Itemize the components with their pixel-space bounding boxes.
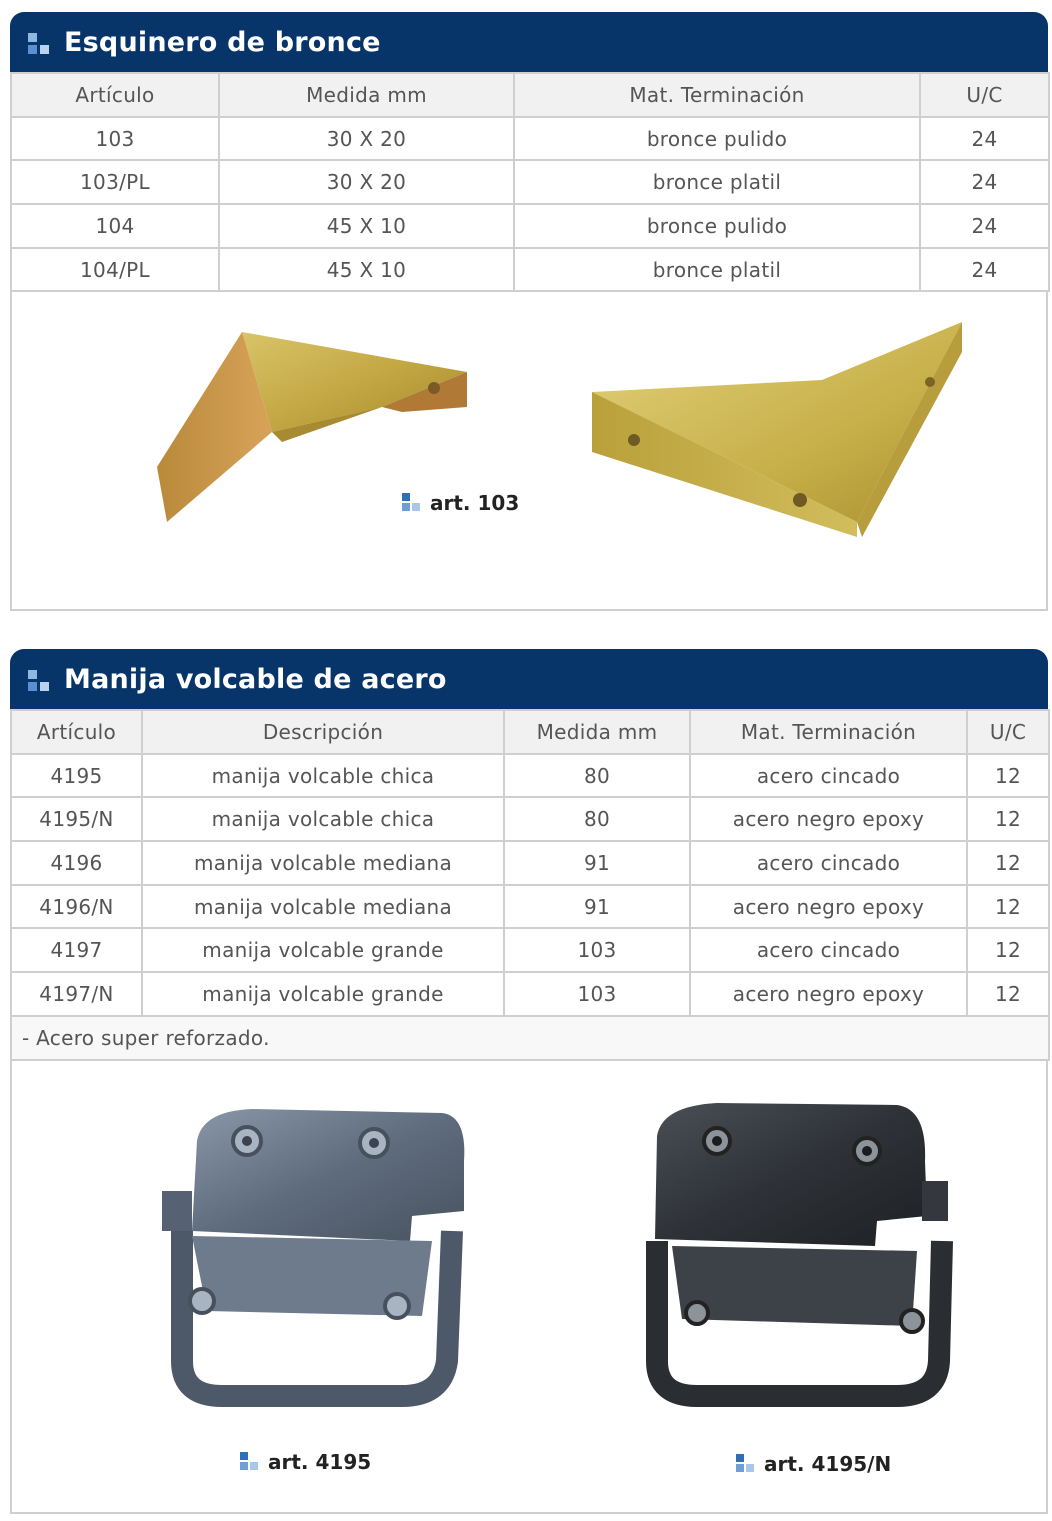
product-image-panel bbox=[10, 1061, 1048, 1514]
cell-uc: 12 bbox=[967, 972, 1049, 1016]
column-header: U/C bbox=[967, 710, 1049, 754]
blocks-icon bbox=[28, 33, 52, 57]
brass-corner-image-large bbox=[582, 322, 982, 572]
section-esquinero bbox=[10, 12, 1048, 611]
cell-descripcion: manija volcable grande bbox=[142, 972, 504, 1016]
cell-medida: 80 bbox=[504, 754, 690, 798]
cell-articulo: 104 bbox=[11, 204, 219, 248]
table-header-row bbox=[11, 710, 1049, 754]
section-title: Esquinero de bronce bbox=[64, 26, 381, 58]
cell-uc: 12 bbox=[967, 841, 1049, 885]
cell-uc: 12 bbox=[967, 797, 1049, 841]
cell-uc: 24 bbox=[920, 248, 1049, 292]
image-caption bbox=[240, 1450, 371, 1474]
cell-articulo: 4196 bbox=[11, 841, 142, 885]
cell-medida: 91 bbox=[504, 885, 690, 929]
cell-medida: 91 bbox=[504, 841, 690, 885]
cell-medida: 30 X 20 bbox=[219, 160, 514, 204]
cell-uc: 12 bbox=[967, 928, 1049, 972]
cell-articulo: 104/PL bbox=[11, 248, 219, 292]
column-header: Artículo bbox=[11, 710, 142, 754]
cell-articulo: 103/PL bbox=[11, 160, 219, 204]
cell-terminacion: bronce platil bbox=[514, 248, 920, 292]
cell-medida: 45 X 10 bbox=[219, 248, 514, 292]
cell-uc: 24 bbox=[920, 117, 1049, 161]
cell-medida: 103 bbox=[504, 928, 690, 972]
cell-terminacion: acero cincado bbox=[690, 841, 967, 885]
zinc-handle-image bbox=[152, 1101, 492, 1431]
cell-articulo: 4195 bbox=[11, 754, 142, 798]
cell-uc: 24 bbox=[920, 204, 1049, 248]
column-header: Artículo bbox=[11, 73, 219, 117]
table-row bbox=[11, 972, 1049, 1016]
section-title: Manija volcable de acero bbox=[64, 663, 447, 695]
table-row bbox=[11, 928, 1049, 972]
caption-text: art. 103 bbox=[430, 491, 520, 516]
cell-terminacion: bronce pulido bbox=[514, 117, 920, 161]
note-row bbox=[11, 1016, 1049, 1060]
blocks-icon bbox=[402, 493, 422, 513]
product-table bbox=[10, 709, 1050, 1061]
cell-descripcion: manija volcable grande bbox=[142, 928, 504, 972]
black-handle-image bbox=[627, 1091, 967, 1431]
product-image-panel bbox=[10, 292, 1048, 611]
column-header: Medida mm bbox=[504, 710, 690, 754]
table-row bbox=[11, 885, 1049, 929]
blocks-icon bbox=[736, 1454, 756, 1474]
cell-articulo: 103 bbox=[11, 117, 219, 161]
cell-terminacion: bronce pulido bbox=[514, 204, 920, 248]
column-header: U/C bbox=[920, 73, 1049, 117]
brass-corner-image-small bbox=[122, 332, 502, 562]
cell-articulo: 4197/N bbox=[11, 972, 142, 1016]
cell-uc: 24 bbox=[920, 160, 1049, 204]
cell-terminacion: acero negro epoxy bbox=[690, 972, 967, 1016]
cell-terminacion: acero cincado bbox=[690, 928, 967, 972]
column-header: Mat. Terminación bbox=[690, 710, 967, 754]
cell-descripcion: manija volcable mediana bbox=[142, 885, 504, 929]
image-caption bbox=[402, 491, 519, 515]
cell-medida: 103 bbox=[504, 972, 690, 1016]
table-row bbox=[11, 754, 1049, 798]
column-header: Medida mm bbox=[219, 73, 514, 117]
cell-terminacion: acero cincado bbox=[690, 754, 967, 798]
cell-descripcion: manija volcable chica bbox=[142, 797, 504, 841]
cell-articulo: 4197 bbox=[11, 928, 142, 972]
table-row bbox=[11, 841, 1049, 885]
table-row bbox=[11, 797, 1049, 841]
cell-medida: 45 X 10 bbox=[219, 204, 514, 248]
section-manija bbox=[10, 649, 1048, 1514]
table-row bbox=[11, 248, 1049, 292]
image-caption bbox=[736, 1452, 891, 1476]
cell-terminacion: acero negro epoxy bbox=[690, 885, 967, 929]
section-header bbox=[10, 649, 1048, 709]
cell-descripcion: manija volcable mediana bbox=[142, 841, 504, 885]
product-table bbox=[10, 72, 1050, 292]
note-text: - Acero super reforzado. bbox=[11, 1016, 1049, 1060]
section-header bbox=[10, 12, 1048, 72]
table-row bbox=[11, 160, 1049, 204]
cell-medida: 80 bbox=[504, 797, 690, 841]
blocks-icon bbox=[28, 670, 52, 694]
table-row bbox=[11, 204, 1049, 248]
cell-medida: 30 X 20 bbox=[219, 117, 514, 161]
cell-articulo: 4196/N bbox=[11, 885, 142, 929]
table-header-row bbox=[11, 73, 1049, 117]
caption-text: art. 4195 bbox=[268, 1449, 372, 1474]
cell-terminacion: acero negro epoxy bbox=[690, 797, 967, 841]
column-header: Descripción bbox=[142, 710, 504, 754]
caption-text: art. 4195/N bbox=[764, 1451, 892, 1476]
cell-descripcion: manija volcable chica bbox=[142, 754, 504, 798]
cell-terminacion: bronce platil bbox=[514, 160, 920, 204]
cell-articulo: 4195/N bbox=[11, 797, 142, 841]
table-row bbox=[11, 117, 1049, 161]
column-header: Mat. Terminación bbox=[514, 73, 920, 117]
cell-uc: 12 bbox=[967, 885, 1049, 929]
cell-uc: 12 bbox=[967, 754, 1049, 798]
blocks-icon bbox=[240, 1452, 260, 1472]
